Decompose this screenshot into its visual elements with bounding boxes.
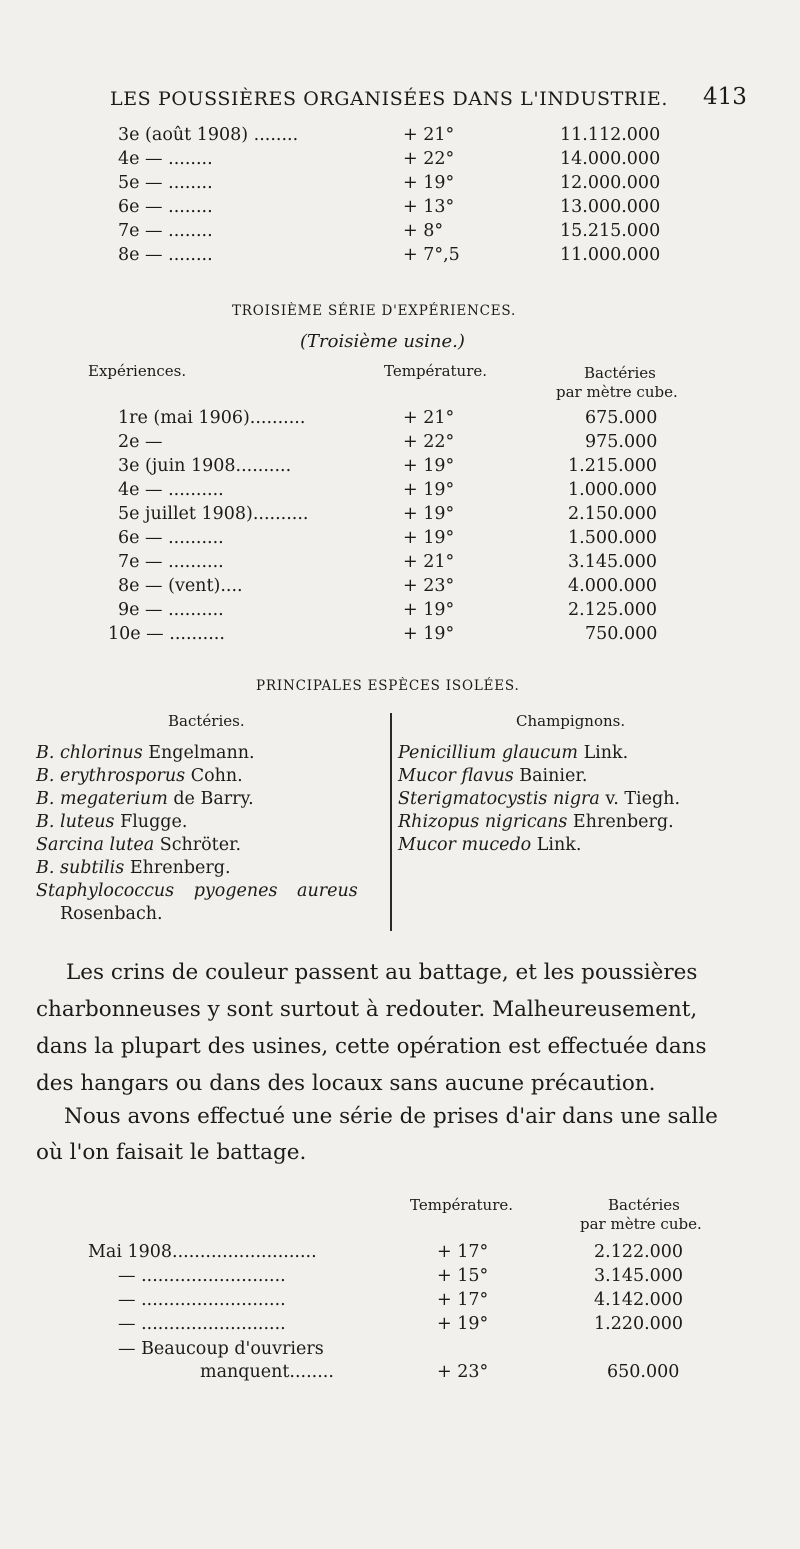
table-cell-bact: 2.125.000 <box>568 600 658 620</box>
table-row: 7e — .......... <box>118 552 224 572</box>
column-header-bacteria-unit: par mètre cube. <box>556 383 678 401</box>
section-title: TROISIÈME SÉRIE D'EXPÉRIENCES. <box>232 303 517 319</box>
table-cell-bact: 2.150.000 <box>568 504 658 524</box>
table-row: 1re (mai 1906).......... <box>118 408 306 428</box>
table-cell-temp: + 8° <box>403 221 444 241</box>
table-cell-bact: 3.145.000 <box>594 1266 684 1286</box>
table-cell-bact: 14.000.000 <box>560 149 661 169</box>
list-item: B. luteus Flugge. <box>36 812 188 832</box>
list-item: Sarcina lutea Schröter. <box>36 835 242 855</box>
table-cell-bact: 13.000.000 <box>560 197 661 217</box>
table-cell-bact: 3.145.000 <box>568 552 658 572</box>
table-cell-temp: + 17° <box>437 1290 489 1310</box>
table-row: 3e (juin 1908.......... <box>118 456 292 476</box>
table-cell-bact: 1.220.000 <box>594 1314 684 1334</box>
table-cell-temp: + 19° <box>403 504 455 524</box>
column-header-bacteria: Bactéries <box>584 364 656 382</box>
table-cell-temp: + 21° <box>403 408 455 428</box>
table-row: 8e — (vent).... <box>118 576 243 596</box>
table-row: — .......................... <box>118 1290 286 1310</box>
table-row: 7e — ........ <box>118 221 213 241</box>
table-cell-temp: + 19° <box>403 456 455 476</box>
table-cell-temp: + 19° <box>403 600 455 620</box>
list-item: B. chlorinus Engelmann. <box>36 743 255 763</box>
table-cell-temp: + 19° <box>403 480 455 500</box>
table-row: Mai 1908.......................... <box>88 1242 317 1262</box>
table-row: 10e — .......... <box>108 624 225 644</box>
list-item: Rosenbach. <box>60 904 163 924</box>
table-row: — .......................... <box>118 1266 286 1286</box>
table-cell-bact: 11.000.000 <box>560 245 661 265</box>
list-item: B. subtilis Ehrenberg. <box>36 858 231 878</box>
column-header-temperature: Température. <box>384 362 488 380</box>
table-cell-bact: 975.000 <box>585 432 658 452</box>
list-item: Sterigmatocystis nigra v. Tiegh. <box>398 789 681 809</box>
table-cell-temp: + 21° <box>403 125 455 145</box>
paragraph-line: des hangars ou dans des locaux sans aucune précaution. <box>36 1071 656 1096</box>
table-row: 5e juillet 1908).......... <box>118 504 309 524</box>
table-row: 4e — .......... <box>118 480 224 500</box>
table-cell-temp: + 21° <box>403 552 455 572</box>
table-row: manquent........ <box>200 1362 334 1382</box>
table-row: 4e — ........ <box>118 149 213 169</box>
table-row: 8e — ........ <box>118 245 213 265</box>
section-subtitle: (Troisième usine.) <box>300 331 465 352</box>
table-cell-bact: 650.000 <box>607 1362 680 1382</box>
list-item: Mucor flavus Bainier. <box>398 766 588 786</box>
page-number: 413 <box>703 84 747 110</box>
section-title: PRINCIPALES ESPÈCES ISOLÉES. <box>256 678 520 694</box>
table-cell-bact: 12.000.000 <box>560 173 661 193</box>
table-cell-temp: + 7°,5 <box>403 245 460 265</box>
table-cell-bact: 15.215.000 <box>560 221 661 241</box>
paragraph-line: Nous avons effectué une série de prises d'air dans une salle <box>64 1104 718 1129</box>
list-item: Rhizopus nigricans Ehrenberg. <box>398 812 674 832</box>
column-header-fungi: Champignons. <box>516 712 626 730</box>
table-cell-bact: 2.122.000 <box>594 1242 684 1262</box>
running-title: LES POUSSIÈRES ORGANISÉES DANS L'INDUSTRIE. <box>110 88 669 110</box>
column-header-bacteria: Bactéries <box>608 1196 680 1214</box>
table-cell-bact: 4.000.000 <box>568 576 658 596</box>
table-row: — .......................... <box>118 1314 286 1334</box>
list-item: Penicillium glaucum Link. <box>398 743 629 763</box>
table-cell-temp: + 15° <box>437 1266 489 1286</box>
table-cell-bact: 1.215.000 <box>568 456 658 476</box>
paragraph-line: Les crins de couleur passent au battage, et les poussières <box>66 960 698 985</box>
column-header-bacteria: Bactéries. <box>168 712 245 730</box>
table-cell-bact: 11.112.000 <box>560 125 661 145</box>
paragraph-line: dans la plupart des usines, cette opération est effectuée dans <box>36 1034 707 1059</box>
column-header-experiences: Expériences. <box>88 362 187 380</box>
table-cell-temp: + 17° <box>437 1242 489 1262</box>
table-cell-bact: 675.000 <box>585 408 658 428</box>
list-item: B. megaterium de Barry. <box>36 789 254 809</box>
table-cell-temp: + 22° <box>403 149 455 169</box>
table-cell-temp: + 22° <box>403 432 455 452</box>
table-cell-bact: 1.000.000 <box>568 480 658 500</box>
table-row: 6e — ........ <box>118 197 213 217</box>
paragraph-line: où l'on faisait le battage. <box>36 1140 307 1165</box>
table-cell-temp: + 19° <box>403 624 455 644</box>
table-row: 3e (août 1908) ........ <box>118 125 299 145</box>
table-row: — Beaucoup d'ouvriers <box>118 1339 324 1359</box>
table-cell-temp: + 13° <box>403 197 455 217</box>
list-item: B. erythrosporus Cohn. <box>36 766 243 786</box>
table-cell-temp: + 19° <box>437 1314 489 1334</box>
list-item: Mucor mucedo Link. <box>398 835 582 855</box>
table-row: 9e — .......... <box>118 600 224 620</box>
table-cell-temp: + 19° <box>403 528 455 548</box>
table-cell-bact: 4.142.000 <box>594 1290 684 1310</box>
table-cell-bact: 750.000 <box>585 624 658 644</box>
column-divider <box>390 713 392 931</box>
table-cell-temp: + 23° <box>403 576 455 596</box>
paragraph-line: charbonneuses y sont surtout à redouter. Malheureusement, <box>36 997 698 1022</box>
list-item: Staphylococcus pyogenes aureus <box>36 881 358 901</box>
table-row: 6e — .......... <box>118 528 224 548</box>
table-row: 5e — ........ <box>118 173 213 193</box>
table-cell-temp: + 23° <box>437 1362 489 1382</box>
table-cell-bact: 1.500.000 <box>568 528 658 548</box>
table-cell-temp: + 19° <box>403 173 455 193</box>
table-row: 2e — <box>118 432 163 452</box>
column-header-bacteria-unit: par mètre cube. <box>580 1215 702 1233</box>
column-header-temperature: Température. <box>410 1196 514 1214</box>
